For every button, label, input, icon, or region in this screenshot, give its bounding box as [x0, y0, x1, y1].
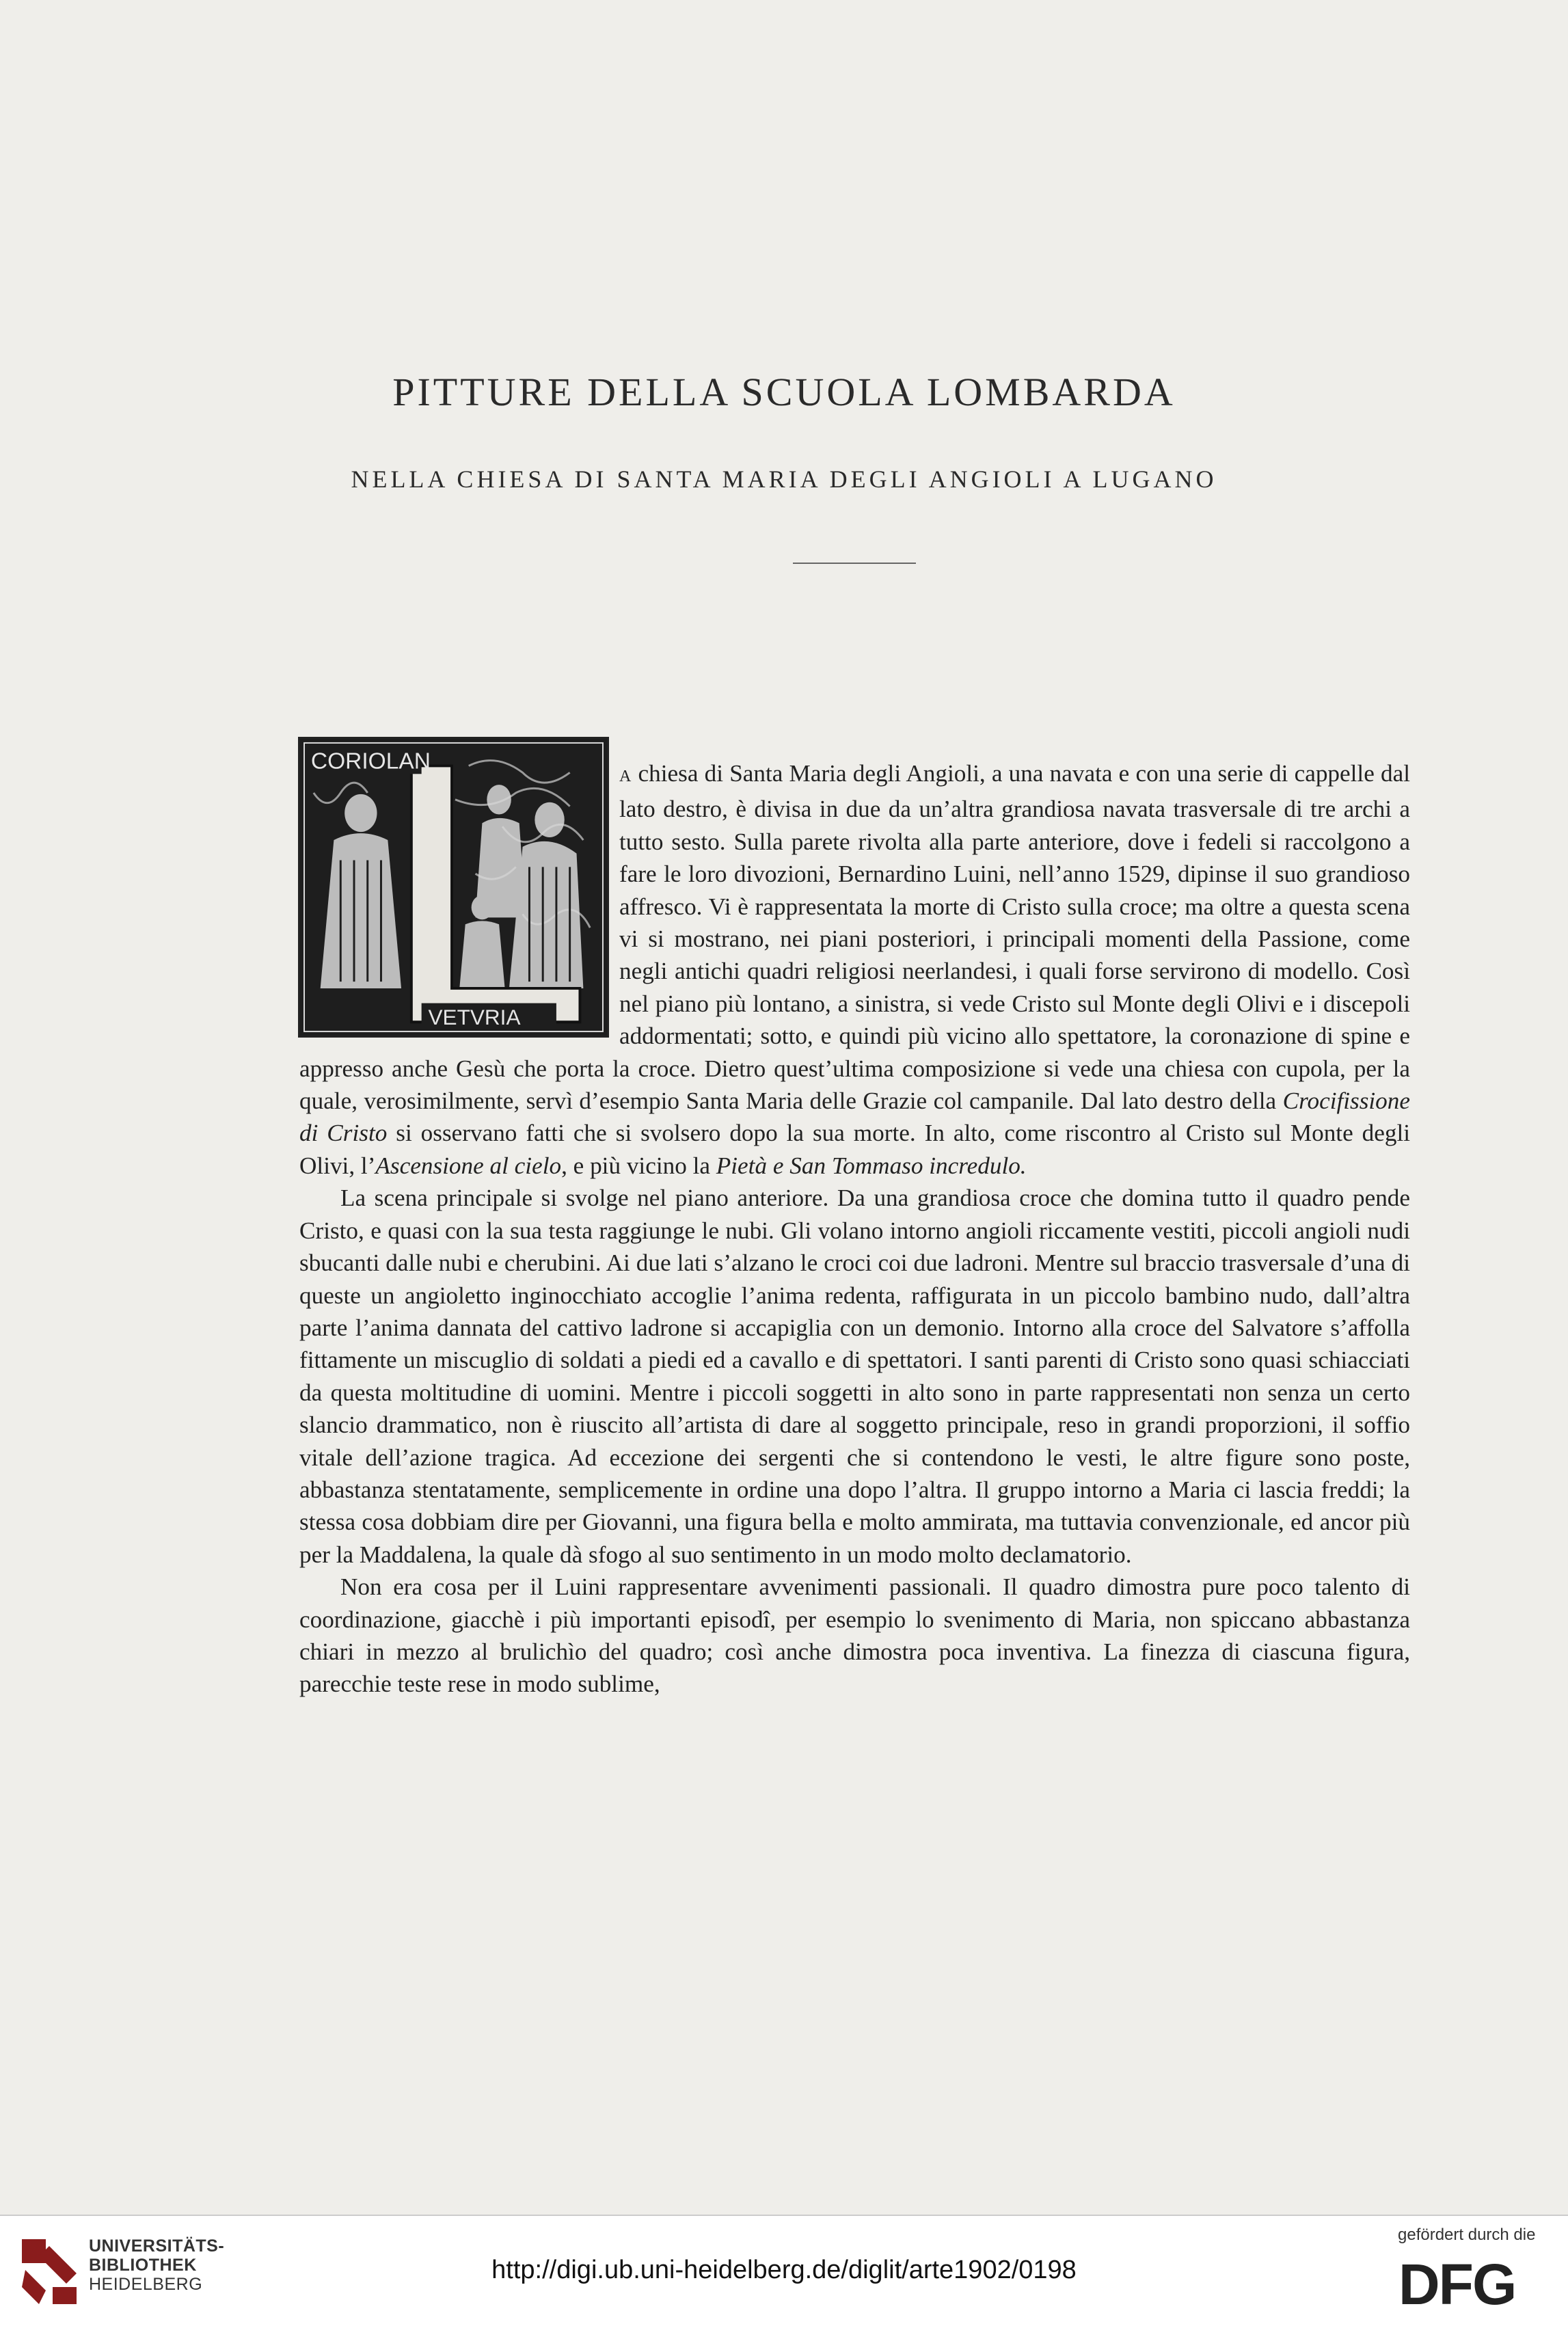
paragraph-1 [299, 757, 1410, 1182]
paragraph-2: La scena principale si svolge nel piano anteriore. Da una grandiosa croce che domina tutto il quadro pende Cristo, e quasi con la sua testa raggiunge le nubi. Gli volano intorno angioli riccamente vestiti, piccoli angioli nudi sbucanti dalle nubi e cherubini. Ai due lati s’alzano le croci coi due ladroni. Mentre sul braccio trasversale d’una di queste un angioletto inginocchiato accoglie l’anima redenta, raffigurata in un piccolo bambino nudo, dall’altra parte l’anima dannata del cattivo ladrone si accapiglia con un demonio. Intorno alla croce del Salvatore s’affolla fittamente un miscuglio di soldati a piedi ed a cavallo e di spettatori. I santi parenti di Cristo sono quasi schiacciati da questa moltitudine di uomini. Mentre i piccoli soggetti in alto sono in parte rappresentati non senza un certo slancio drammatico, non è riuscito all’artista di dare al soggetto principale, reso in grandi proporzioni, il soffio vitale dell’azione tragica. Ad eccezione dei sergenti che si contendono le vesti, le altre figure sono poste, abbastanza stentatamente, semplicemente in ordine una dopo l’altra. Il gruppo intorno a Maria ci lascia freddi; la stessa cosa dobbiam dire per Giovanni, una figura bella e molto ammirata, ma tuttavia convenzionale, ed ancor più per la Maddalena, la quale dà sfogo al suo sentimento in un modo molto declamatorio. [299, 1185, 1410, 1568]
funding-note: gefördert durch die [1398, 2226, 1536, 2244]
library-line-1: UNIVERSITÄTS- [89, 2236, 225, 2256]
initial-top-label: CORIOLAN [310, 748, 431, 774]
paragraph-1-text-2: si osservano fatti che si svolsero dopo la sua morte. In alto, come riscontro al Cristo sul Monte degli Olivi, l’ [299, 1120, 1410, 1179]
italic-ascensione: Ascensione al cielo [375, 1152, 562, 1179]
library-line-3: HEIDELBERG [89, 2275, 203, 2294]
dfg-logo: DFG [1398, 2252, 1516, 2316]
italic-crocifissione: Crocifissione di Cristo [299, 1087, 1410, 1147]
initial-spacer [299, 737, 619, 1036]
initial-bottom-label: VETVRIA [428, 1005, 521, 1030]
paragraph-1-text-3: , e più vicino la [561, 1152, 716, 1179]
paragraph-1-text: chiesa di Santa Maria degli Angioli, a una navata e con una serie di cappelle dal lato destro, è divisa in due da un’altra grandiosa navata trasversale di tre archi a tutto sesto. Sulla parete rivolta alla parte anteriore, dove i fedeli si raccolgono a fare le loro divozioni, Bernardino Luini, nell’anno 1529, dipinse il suo grandioso affresco. Vi è rappresentata la morte di Cristo sulla croce; ma oltre a questa scena vi si mostrano, nei piani posteriori, i principali momenti della Passione, come negli antichi quadri religiosi neerlandesi, i quali forse servirono di modello. Così nel piano più lontano, a sinistra, si vede Cristo sul Monte degli Olivi e i discepoli addormentati; sotto, e quindi più vicino allo spettatore, la coronazione di spine e appresso anche Gesù che porta la croce. Dietro quest’ultima composizione si vede una chiesa con cupola, per la quale, verosimilmente, servì d’esempio Santa Maria delle Grazie col campanile. Dal lato destro della [299, 760, 1410, 1115]
document-url-link[interactable]: http://digi.ub.uni-heidelberg.de/diglit/arte1902/0198 [491, 2256, 1077, 2284]
italic-pieta: Pietà e San Tommaso incredulo. [716, 1152, 1027, 1179]
library-line-2: BIBLIOTHEK [89, 2256, 197, 2275]
lead-capital: A [619, 768, 632, 785]
article-title: PITTURE DELLA SCUOLA LOMBARDA [392, 370, 1176, 414]
title-divider [793, 563, 916, 564]
paragraph-3: Non era cosa per il Luini rappresentare avvenimenti passionali. Il quadro dimostra pure poco talento di coordinazione, giacchè i più importanti episodî, per esempio lo svenimento di Maria, non spiccano abbastanza chiari in mezzo al brulichìo del quadro; così anche dimostra poca inventiva. La finezza di ciascuna figura, parecchie teste rese in modo sublime, [299, 1573, 1410, 1698]
article-body [299, 757, 1410, 1701]
article-subtitle: NELLA CHIESA DI SANTA MARIA DEGLI ANGIOLI A LUGANO [351, 465, 1217, 493]
